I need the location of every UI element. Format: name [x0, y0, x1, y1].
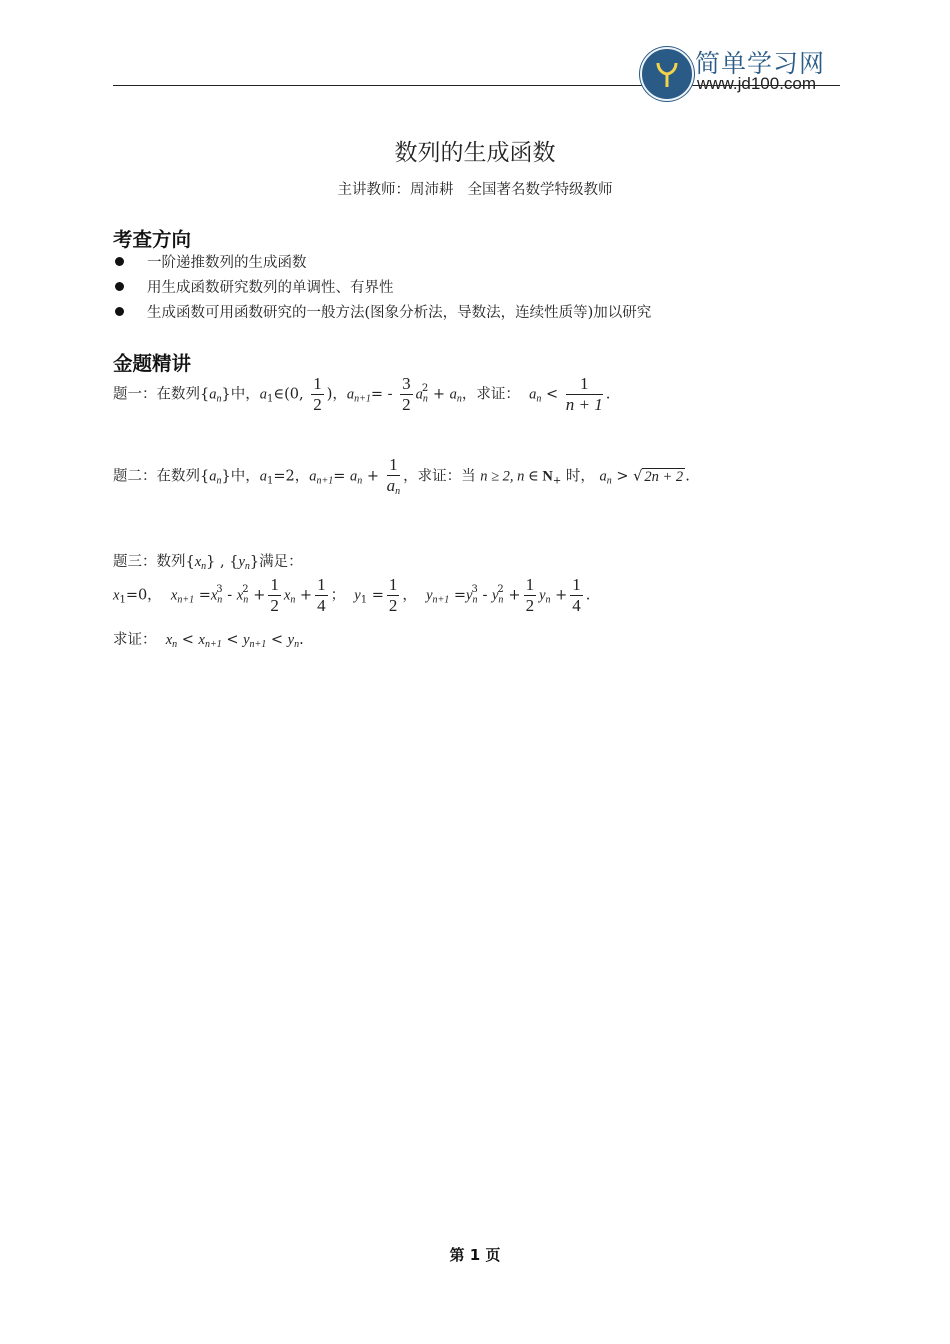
- fraction-one-half: $\frac{1}{2}$: [388, 575, 398, 615]
- teacher-name: 主讲教师：周沛耕: [337, 182, 454, 198]
- fraction-three-halves: $\frac{3}{2}$: [402, 374, 411, 414]
- bullet-icon: [115, 257, 124, 266]
- problem-2: 题二：在数列$\{a_n\}$中，$a_1=2$，$a_{n+1}= a_n$ + $\frac{1}{a_n}$ ，求证：当 n ≥ 2, n ∈ $N_+$ 时， $a_n$ > √ 2n + 2 .: [113, 455, 690, 497]
- fraction-one-half: $\frac{1}{2}$: [525, 575, 535, 615]
- list-item-text: 一阶递推数列的生成函数: [147, 255, 307, 271]
- fraction-one-half: $\frac{1}{2}$: [313, 374, 322, 414]
- problem-3-recurrence: $x_1=0$， $x_{n+1} =x_n^3 - x_n^2$ + $\frac{1}{2}$ $x_n$ + $\frac{1}{4}$ ； $y_1$ = $\frac{1}{2}$ ， $y_{n+1} =y_n^3 - y_n^2$ + $\frac{1}{2}$ $y_n$ + $\frac{1}{4}$ .: [113, 575, 591, 615]
- section-heading-lecture: 金题精讲: [113, 352, 192, 375]
- teacher-desc: 全国著名数学特级教师: [467, 182, 613, 198]
- page-title: 数列的生成函数: [394, 140, 556, 166]
- subtitle: [0, 178, 950, 199]
- logo-url[interactable]: www.jd100.com: [697, 74, 817, 93]
- problem-3-prove: 求证： $x_n < x_{n+1} < y_{n+1} < y_n$.: [113, 632, 304, 650]
- fraction-one-over-n-plus-1: $\frac{1}{n + 1}$: [565, 374, 603, 414]
- page-number: 第 1 页: [449, 1246, 501, 1264]
- list-item-text: 生成函数可用函数研究的一般方法(图象分析法，导数法，连续性质等)加以研究: [147, 305, 652, 321]
- section-heading-direction: 考查方向: [113, 228, 192, 251]
- bullet-icon: [115, 282, 124, 291]
- problem-3-intro: 题三：数列$\{x_n\}$ , $\{y_n\}$满足：: [113, 554, 303, 572]
- logo-badge-icon: [640, 47, 694, 101]
- fraction-one-over-an: $\frac{1}{a_n}$: [386, 455, 401, 497]
- fraction-one-half: $\frac{1}{2}$: [270, 575, 279, 615]
- bullet-icon: [115, 307, 124, 316]
- fraction-one-quarter: $\frac{1}{4}$: [317, 575, 326, 615]
- problem-1: 题一：在数列$\{a_n\}$中，$a_1\in(0$, $\frac{1}{2}$ )，$a_{n+1}=$ - $\frac{3}{2}$ $a_n^2 + a_n$，求证： $a_n$ < $\frac{1}{n + 1}$ .: [113, 374, 611, 414]
- sprout-icon: [642, 49, 692, 99]
- sqrt-expression: 2n + 2: [644, 468, 684, 485]
- list-item-text: 用生成函数研究数列的单调性、有界性: [147, 280, 394, 296]
- fraction-one-quarter: $\frac{1}{4}$: [572, 575, 581, 615]
- logo-text: 简单学习网: [695, 49, 826, 78]
